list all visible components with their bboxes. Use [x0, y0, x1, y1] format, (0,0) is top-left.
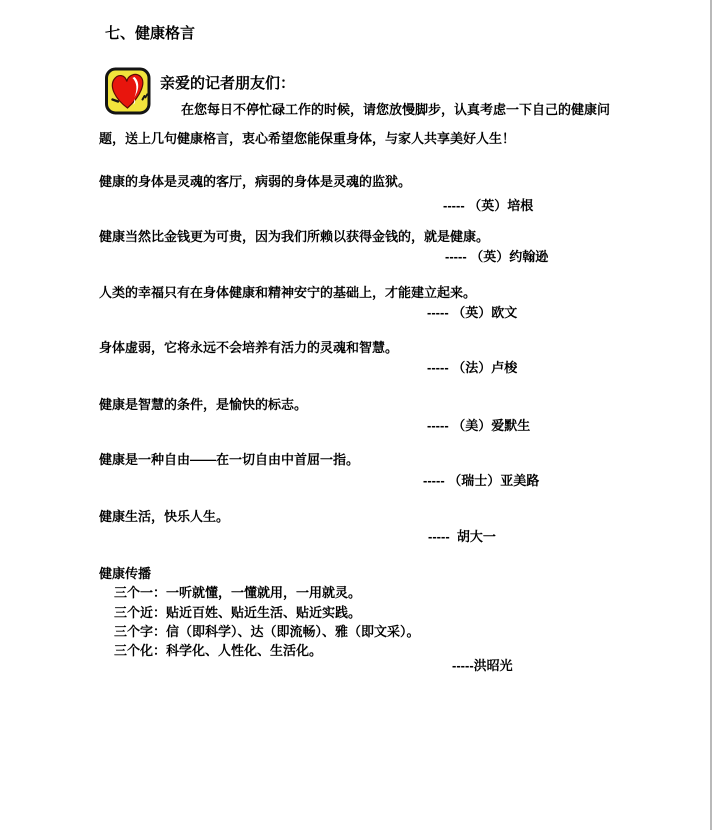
quote-attribution: ----- 胡大一 — [428, 529, 496, 544]
section-item: 三个字：信（即科学）、达（即流畅）、雅（即文采）。 — [114, 624, 420, 639]
quote-text: 健康的身体是灵魂的客厅，病弱的身体是灵魂的监狱。 — [99, 174, 412, 189]
page-edge-divider — [710, 0, 712, 830]
quote-attribution: ----- （英）约翰逊 — [445, 249, 549, 264]
intro-line-1: 在您每日不停忙碌工作的时候，请您放慢脚步，认真考虑一下自己的健康问 — [181, 102, 611, 117]
section-item: 三个近：贴近百姓、贴近生活、贴近实践。 — [114, 605, 362, 620]
section-item: 三个一：一听就懂，一懂就用，一用就灵。 — [114, 585, 362, 600]
salutation: 亲爱的记者朋友们： — [160, 75, 296, 92]
quote-attribution: ----- （瑞士）亚美路 — [423, 473, 540, 488]
quote-text: 健康当然比金钱更为可贵，因为我们所赖以获得金钱的，就是健康。 — [99, 229, 490, 244]
quote-text: 身体虚弱，它将永远不会培养有活力的灵魂和智慧。 — [99, 340, 399, 355]
quote-attribution: ----- （英）欧文 — [427, 305, 518, 320]
quote-attribution: ----- （美）爱默生 — [427, 418, 531, 433]
quote-text: 健康是智慧的条件，是愉快的标志。 — [99, 397, 308, 412]
quote-text: 健康是一种自由——在一切自由中首屈一指。 — [99, 452, 360, 467]
intro-line-2: 题，送上几句健康格言，衷心希望您能保重身体，与家人共享美好人生！ — [99, 131, 516, 146]
quote-text: 健康生活，快乐人生。 — [99, 509, 230, 524]
quote-attribution: ----- （英）培根 — [443, 198, 534, 213]
section-attribution: -----洪昭光 — [452, 658, 513, 673]
section-heading: 健康传播 — [99, 566, 152, 581]
quote-text: 人类的幸福只有在身体健康和精神安宁的基础上，才能建立起来。 — [99, 285, 477, 300]
heart-icon — [104, 66, 152, 116]
section-item: 三个化：科学化、人性化、生活化。 — [114, 643, 323, 658]
page-title: 七、健康格言 — [105, 25, 196, 42]
quote-attribution: ----- （法）卢梭 — [427, 360, 518, 375]
